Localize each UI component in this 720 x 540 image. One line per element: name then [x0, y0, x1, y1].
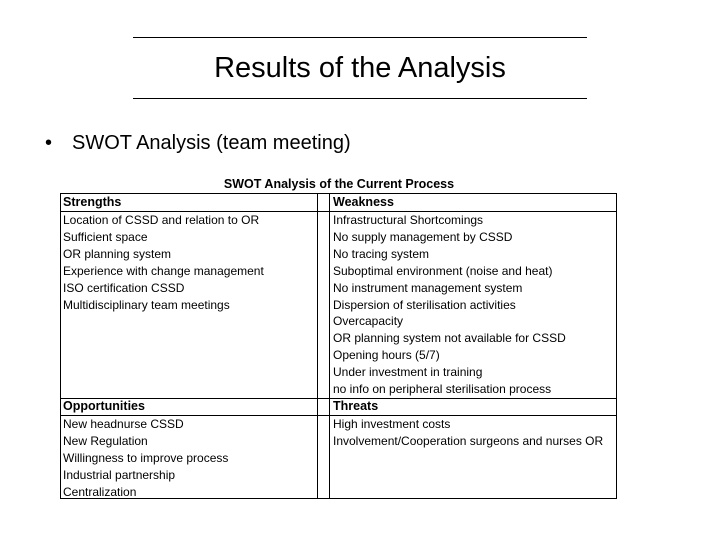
page-title: Results of the Analysis — [214, 52, 506, 84]
list-item: Experience with change management — [63, 263, 264, 278]
list-item: Location of CSSD and relation to OR — [63, 213, 260, 227]
list-item: Dispersion of sterilisation activities — [333, 297, 516, 312]
bullet-marker: • — [45, 132, 53, 154]
swot-table-title: SWOT Analysis of the Current Process — [223, 177, 455, 191]
list-item: Infrastructural Shortcomings — [333, 213, 484, 227]
list-item: Involvement/Cooperation surgeons and nurses OR — [333, 433, 604, 448]
list-item: Overcapacity — [333, 314, 404, 329]
title-rule-top — [133, 37, 587, 38]
list-item: Willingness to improve process — [63, 450, 229, 465]
weakness-heading: Weakness — [333, 195, 394, 209]
list-item: New Regulation — [63, 433, 148, 448]
list-item: No tracing system — [333, 246, 430, 261]
list-item: No instrument management system — [333, 280, 523, 295]
list-item: Centralization — [63, 484, 137, 499]
list-item: OR planning system not available for CSSD — [333, 331, 566, 346]
list-item: Sufficient space — [63, 229, 148, 244]
list-item: no info on peripheral sterilisation process — [333, 382, 552, 397]
list-item: ISO certification CSSD — [63, 280, 185, 295]
opportunities-list — [63, 416, 228, 501]
list-item: Suboptimal environment (noise and heat) — [333, 263, 553, 278]
list-item: Industrial partnership — [63, 467, 176, 482]
threats-list — [333, 416, 603, 450]
column-divider-right — [329, 194, 330, 498]
opportunities-heading: Opportunities — [63, 399, 145, 413]
bullet-text: SWOT Analysis (team meeting) — [72, 132, 351, 154]
list-item: High investment costs — [333, 417, 451, 431]
weakness-list — [333, 212, 566, 398]
list-item: Under investment in training — [333, 365, 483, 380]
list-item: New headnurse CSSD — [63, 417, 184, 431]
swot-table — [60, 193, 617, 499]
list-item: Multidisciplinary team meetings — [63, 297, 230, 312]
column-divider-left — [317, 194, 318, 498]
strengths-heading: Strengths — [63, 195, 122, 209]
list-item: OR planning system — [63, 246, 172, 261]
strengths-list — [63, 212, 264, 313]
title-rule-bottom — [133, 98, 587, 99]
list-item: No supply management by CSSD — [333, 229, 513, 244]
bullet-item — [45, 130, 351, 156]
list-item: Opening hours (5/7) — [333, 348, 440, 363]
threats-heading: Threats — [333, 399, 379, 413]
